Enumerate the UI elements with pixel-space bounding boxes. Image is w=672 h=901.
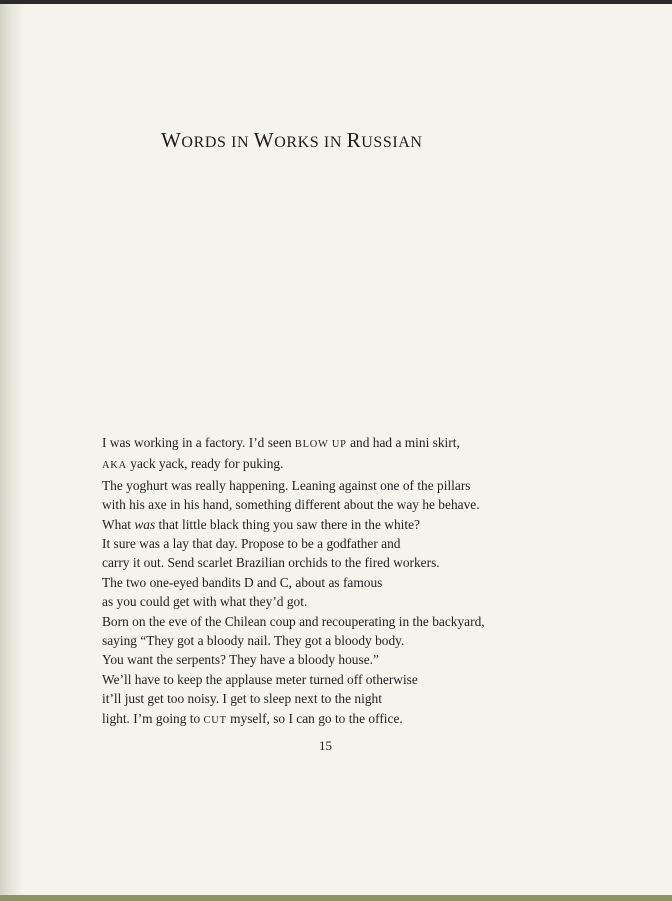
line-text: What — [102, 516, 135, 532]
poem-line — [102, 515, 572, 534]
page-bottom-edge — [0, 895, 672, 901]
line-text: myself, so I can go to the office. — [226, 710, 403, 726]
line-text: yack yack, ready for puking. — [126, 456, 284, 472]
poem-line: The two one-eyed bandits D and C, about as famous — [102, 574, 383, 590]
title-cap-1: W — [161, 128, 182, 152]
small-caps-text: CUT — [203, 714, 227, 726]
title-rest-3: USSIAN — [361, 134, 423, 151]
small-caps-text: BLOW UP — [294, 439, 347, 450]
poem-line — [102, 454, 572, 475]
small-caps-text: AKA — [102, 460, 127, 472]
page-number: 15 — [319, 738, 332, 753]
poem-body — [102, 433, 572, 730]
title-cap-3: R — [346, 128, 362, 152]
poem-line: as you could get with what they’d got. — [102, 594, 308, 610]
poem-title — [161, 128, 423, 153]
poem-line: with his axe in his hand, something different about the way he behave. — [102, 497, 480, 513]
book-gutter — [0, 4, 22, 895]
line-text: that little black thing you saw there in the white? — [155, 516, 420, 532]
poem-line: We’ll have to keep the applause meter turned off otherwise — [102, 671, 418, 687]
title-rest-2: ORKS IN — [274, 134, 347, 151]
line-text: I was working in a factory. I’d seen — [102, 435, 295, 450]
line-text: light. I’m going to — [102, 710, 204, 726]
poem-line: it’ll just get too noisy. I get to sleep next to the night — [102, 691, 382, 707]
poem-line: The yoghurt was really happening. Leaning against one of the pillars — [102, 477, 471, 493]
book-page — [22, 4, 672, 895]
poem-line: You want the serpents? They have a bloody house.” — [102, 652, 379, 668]
poem-line: saying “They got a bloody nail. They got a bloody body. — [102, 633, 405, 649]
poem-line — [102, 709, 572, 730]
title-cap-2: W — [253, 128, 275, 152]
poem-line: It sure was a lay that day. Propose to be a godfather and — [102, 536, 401, 552]
poem-line — [102, 433, 572, 454]
italic-word: was — [134, 516, 156, 532]
title-rest-1: ORDS IN — [181, 134, 254, 151]
poem-line: Born on the eve of the Chilean coup and recouperating in the backyard, — [102, 613, 485, 629]
line-text: and had a mini skirt, — [346, 435, 460, 450]
poem-line: carry it out. Send scarlet Brazilian orchids to the fired workers. — [102, 555, 440, 571]
